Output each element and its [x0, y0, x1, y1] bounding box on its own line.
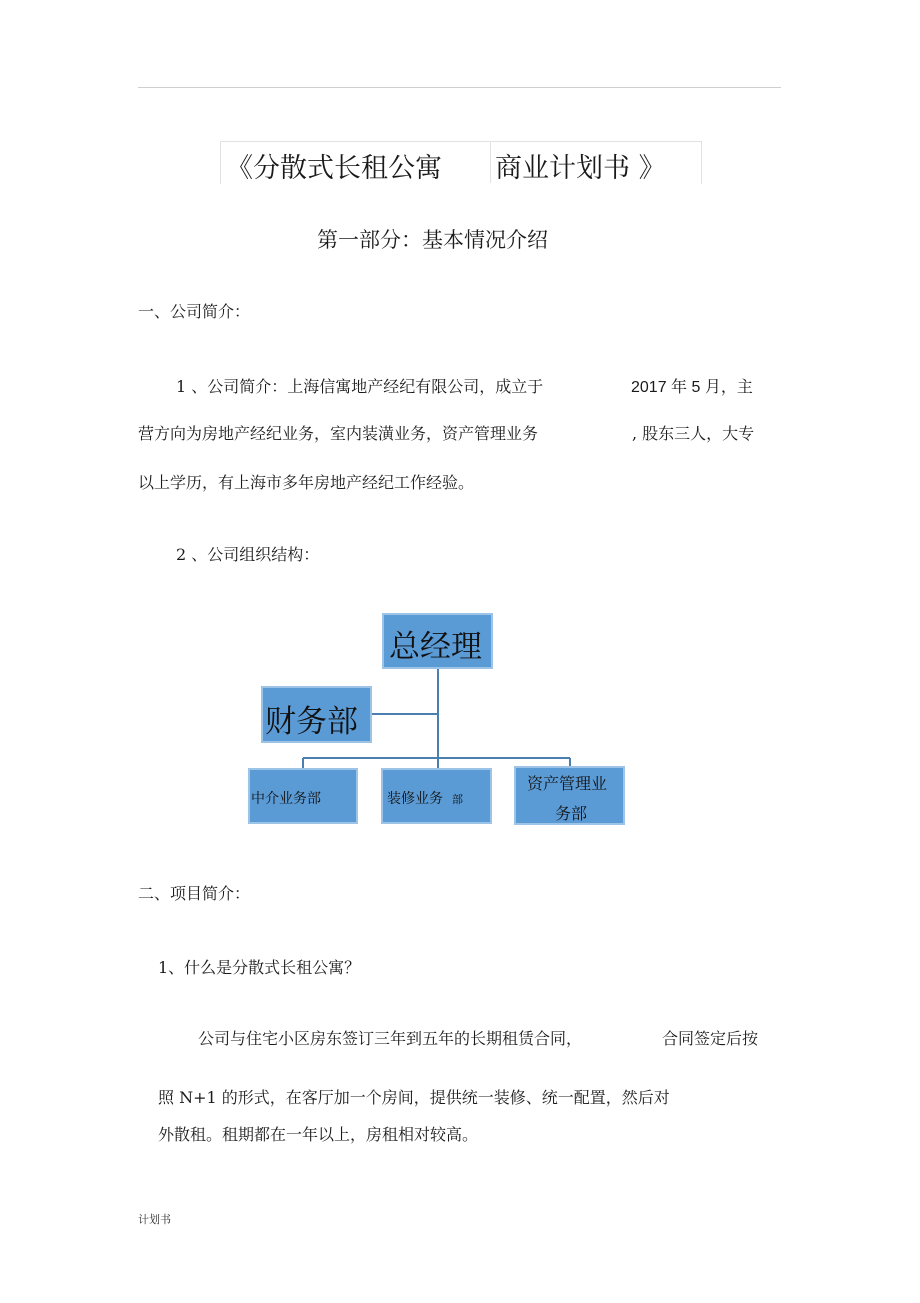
page-footer: 计划书 — [138, 1213, 171, 1226]
item1-line2-b: , 股东三人，大专 — [632, 424, 755, 443]
para-line3: 外散租。租期都在一年以上，房租相对较高。 — [158, 1125, 479, 1144]
para-line1-a: 公司与住宅小区房东签订三年到五年的长期租赁合同， — [198, 1029, 583, 1048]
org-node-asset-management: 资产管理业 务部 — [514, 766, 625, 825]
section1-heading: 一、公司简介： — [138, 302, 251, 321]
para-line1-b: 合同签定后按 — [662, 1029, 759, 1048]
section2-question: 1、什么是分散式长租公寓？ — [158, 958, 361, 977]
part-heading: 第一部分：基本情况介绍 — [317, 228, 548, 252]
item2-heading: 2 、公司组织结构： — [176, 545, 320, 564]
para-line2: 照 N+1 的形式，在客厅加一个房间，提供统一装修、统一配置，然后对 — [158, 1088, 670, 1107]
org-node-finance: 财务部 — [261, 686, 372, 743]
org-node-agency: 中介业务部 — [248, 768, 358, 824]
item1-line3: 以上学历，有上海市多年房地产经纪工作经验。 — [138, 473, 475, 492]
item1-line1-b: 2017 年 5 月，主 — [631, 379, 753, 396]
org-node-general-manager: 总经理 — [382, 613, 493, 669]
org-node-renovation: 装修业务 部 — [381, 768, 492, 824]
document-title-right: 商业计划书 》 — [495, 153, 666, 184]
item1-line1-a: 1 、公司简介：上海信寓地产经纪有限公司，成立于 — [176, 377, 544, 396]
section2-heading: 二、项目简介： — [138, 884, 251, 903]
item1-line2-a: 营方向为房地产经纪业务，室内装潢业务，资产管理业务 — [138, 424, 539, 443]
document-title-left: 《分散式长租公寓 — [226, 153, 442, 184]
